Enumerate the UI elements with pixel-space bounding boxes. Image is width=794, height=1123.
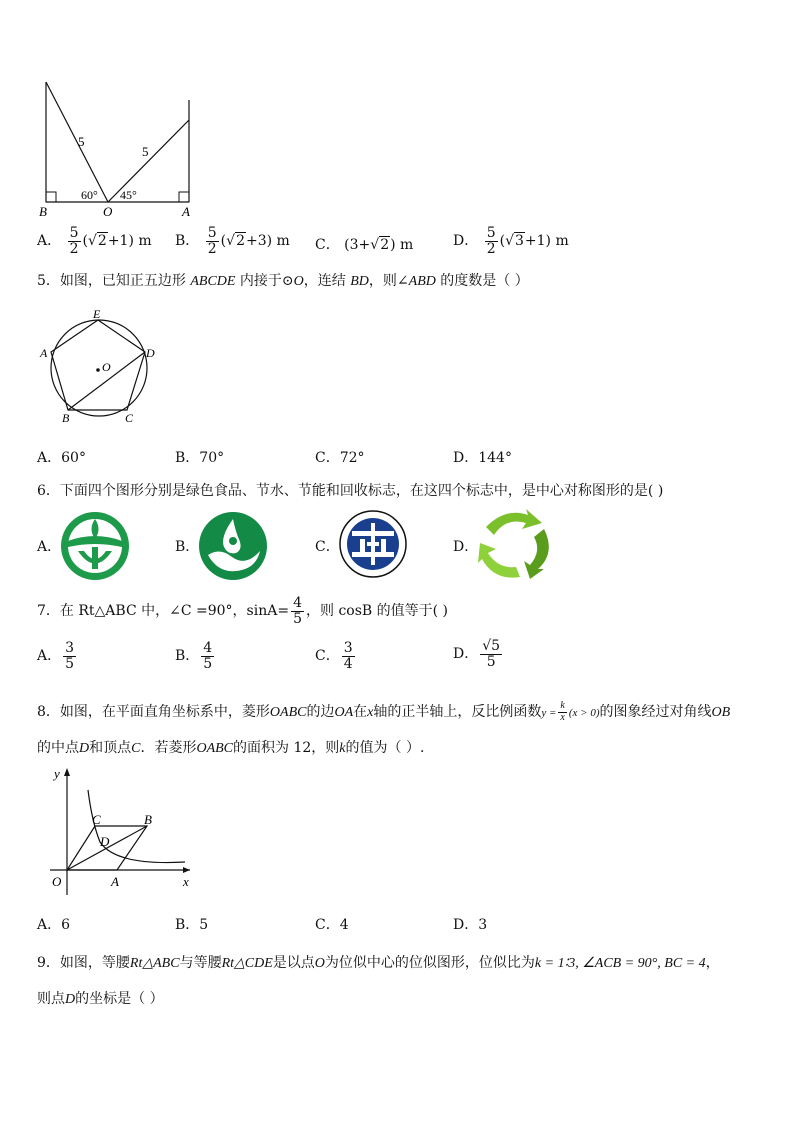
q8-stem-line1: 8．如图，在平面直角坐标系中，菱形OABC的边OA在x轴的正半轴上，反比例函数y = $\frac{k}{x}$ (x > 0)的图象经过对角线OB — [37, 700, 731, 723]
q4-option-b[interactable]: B． $\frac{5}{2}$ (√2+3) m — [175, 225, 290, 257]
q7-option-d[interactable]: D． $\frac{√5}{5}$ — [453, 638, 501, 670]
q4-label-b: B — [39, 204, 47, 219]
q6-option-d[interactable]: D． — [453, 539, 479, 555]
q5-option-d[interactable]: D．144° — [453, 450, 512, 466]
fraction: $\frac{3}{4}$ — [343, 640, 353, 672]
fraction: $\frac{5}{2}$ — [207, 225, 217, 257]
q4-len-right: 5 — [142, 144, 149, 159]
q4-option-d[interactable]: D． $\frac{5}{2}$ (√3+1) m — [453, 225, 569, 257]
fraction: $\frac{k}{x}$ — [560, 700, 565, 723]
q8-option-b[interactable]: B．5 — [175, 917, 209, 933]
q6-option-b[interactable]: B． — [175, 539, 200, 555]
q5-option-b[interactable]: B．70° — [175, 450, 225, 466]
sqrt-symbol: √2 — [226, 233, 245, 250]
fraction: $\frac{4}{5}$ — [203, 640, 213, 672]
q8-stem-line2: 的中点D和顶点C．若菱形OABC的面积为 12，则k的值为（ ）. — [37, 740, 425, 756]
fraction: $\frac{5}{2}$ — [69, 225, 79, 257]
q4-option-c[interactable]: C． (3+√2) m — [315, 237, 414, 253]
q8-label-d: D — [100, 834, 110, 849]
q7-stem: 7．在 Rt△ABC 中，∠C =90°，sinA= $\frac{4}{5}$ ，则 cosB 的值等于( ) — [37, 595, 449, 627]
fraction: $\frac{3}{5}$ — [65, 640, 75, 672]
q5-figure — [38, 306, 163, 426]
q7-option-a[interactable]: A． $\frac{3}{5}$ — [37, 640, 75, 672]
q4-label-a: A — [182, 204, 190, 219]
q5-option-a[interactable]: A．60° — [37, 450, 86, 466]
water-saving-logo-icon — [198, 511, 268, 581]
q7-option-b[interactable]: B． $\frac{4}{5}$ — [175, 640, 213, 672]
fraction: $\frac{4}{5}$ — [293, 595, 302, 627]
q5-stem: 5．如图，已知正五边形 ABCDE 内接于⊙O，连结 BD，则∠ABD 的度数是（ ） — [37, 273, 529, 289]
q8-label-c: C — [92, 812, 101, 827]
q9-stem-line2: 则点D的坐标是（ ） — [37, 991, 164, 1007]
q5-label-c: C — [125, 411, 134, 425]
q4-figure — [36, 78, 206, 220]
q7-option-c[interactable]: C． $\frac{3}{4}$ — [315, 640, 353, 672]
q8-label-x: x — [183, 874, 189, 889]
q6-stem: 6．下面四个图形分别是绿色食品、节水、节能和回收标志，在这四个标志中，是中心对称图形的是( ) — [37, 483, 664, 499]
q5-option-c[interactable]: C．72° — [315, 450, 365, 466]
sqrt-symbol: √2 — [370, 237, 390, 253]
q4-angle-left: 60° — [81, 188, 98, 202]
q8-figure — [40, 762, 200, 898]
q4-option-a[interactable]: A． $\frac{5}{2}$ (√2+1) m — [37, 225, 152, 257]
energy-saving-logo-icon — [338, 509, 408, 579]
q6-option-c[interactable]: C． — [315, 539, 340, 555]
fraction: $\frac{5}{2}$ — [486, 225, 496, 257]
q8-option-a[interactable]: A．6 — [37, 917, 71, 933]
q4-len-left: 5 — [78, 134, 85, 149]
q9-stem-line1: 9．如图，等腰Rt△ABC与等腰Rt△CDE是以点O为位似中心的位似图形，位似比为k = 1∶3, ∠ACB = 90°, BC = 4， — [37, 955, 720, 971]
q4-label-o: O — [103, 204, 113, 219]
q8-label-y: y — [54, 766, 60, 781]
q5-label-o: O — [102, 360, 111, 374]
q5-label-d: D — [146, 346, 155, 360]
fraction: $\frac{√5}{5}$ — [482, 638, 501, 670]
recycle-logo-icon — [476, 507, 556, 581]
q5-label-e: E — [93, 307, 101, 321]
q8-option-c[interactable]: C．4 — [315, 917, 349, 933]
q5-label-b: B — [62, 411, 70, 425]
q4-angle-right: 45° — [120, 188, 137, 202]
q8-label-o: O — [52, 874, 62, 889]
q8-label-b: B — [144, 812, 152, 827]
q8-label-a: A — [111, 874, 119, 889]
sqrt-symbol: √3 — [505, 233, 524, 250]
sqrt-symbol: √2 — [87, 233, 107, 250]
q5-label-a: A — [40, 346, 48, 360]
q6-option-a[interactable]: A． — [37, 539, 62, 555]
q8-option-d[interactable]: D．3 — [453, 917, 488, 933]
green-food-logo-icon — [60, 511, 130, 581]
